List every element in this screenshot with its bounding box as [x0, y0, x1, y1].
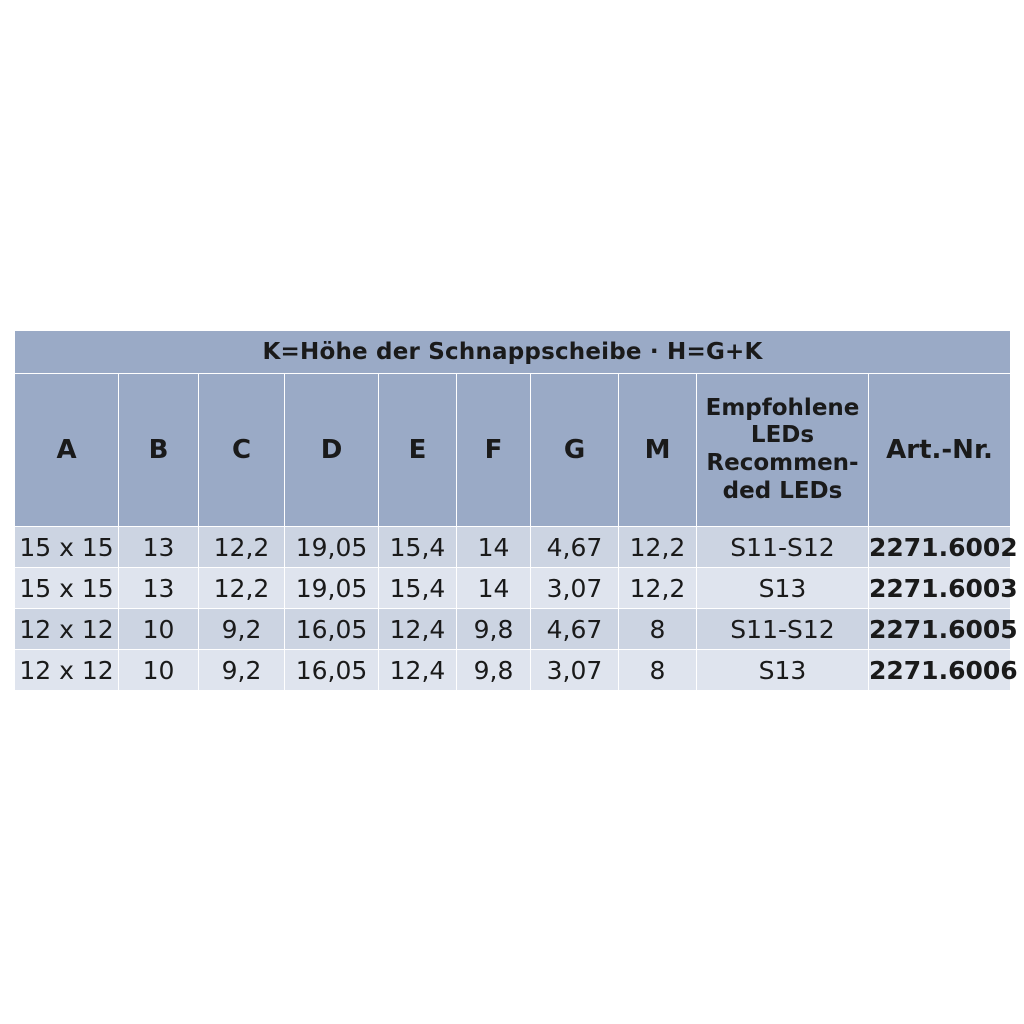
cell-a: 12 x 12 — [15, 650, 119, 691]
cell-m: 12,2 — [619, 568, 697, 609]
column-header-e: E — [379, 374, 457, 527]
table-title: K=Höhe der Schnappscheibe · H=G+K — [15, 331, 1011, 374]
cell-a: 12 x 12 — [15, 609, 119, 650]
cell-d: 16,05 — [285, 609, 379, 650]
table-row — [15, 609, 1011, 650]
cell-c: 9,2 — [199, 650, 285, 691]
cell-f: 14 — [457, 568, 531, 609]
cell-g: 3,07 — [531, 568, 619, 609]
cell-m: 8 — [619, 650, 697, 691]
cell-leds: S13 — [697, 568, 869, 609]
table-header-row — [15, 374, 1011, 527]
table-title-row — [15, 331, 1011, 374]
table-body — [15, 527, 1018, 691]
cell-d: 16,05 — [285, 650, 379, 691]
cell-g: 4,67 — [531, 527, 619, 568]
column-header-d: D — [285, 374, 379, 527]
cell-c: 12,2 — [199, 568, 285, 609]
cell-leds: S11-S12 — [697, 527, 869, 568]
cell-d: 19,05 — [285, 527, 379, 568]
cell-f: 9,8 — [457, 609, 531, 650]
cell-e: 15,4 — [379, 527, 457, 568]
cell-g: 3,07 — [531, 650, 619, 691]
column-header-leds-line4: ded LEDs — [722, 477, 843, 504]
table-row — [15, 650, 1011, 691]
cell-a: 15 x 15 — [15, 568, 119, 609]
cell-b: 13 — [119, 568, 199, 609]
cell-a: 15 x 15 — [15, 527, 119, 568]
column-header-art-nr: Art.-Nr. — [869, 374, 1011, 527]
table-row — [15, 568, 1011, 609]
column-header-leds-line3: Recommen- — [706, 450, 859, 476]
cell-m: 12,2 — [619, 527, 697, 568]
cell-d: 19,05 — [285, 568, 379, 609]
cell-art-nr: 2271.6005 — [869, 609, 1011, 650]
cell-f: 9,8 — [457, 650, 531, 691]
cell-art-nr: 2271.6002 — [869, 527, 1011, 568]
column-header-recommended-leds — [697, 374, 869, 527]
cell-b: 10 — [119, 650, 199, 691]
cell-b: 13 — [119, 527, 199, 568]
column-header-a: A — [15, 374, 119, 527]
column-header-m: M — [619, 374, 697, 527]
spec-table-container — [14, 330, 1018, 691]
cell-m: 8 — [619, 609, 697, 650]
spec-table — [14, 330, 1018, 691]
cell-e: 12,4 — [379, 650, 457, 691]
column-header-f: F — [457, 374, 531, 527]
table-row — [15, 527, 1011, 568]
cell-f: 14 — [457, 527, 531, 568]
column-header-leds-line1: Empfohlene — [705, 394, 860, 421]
column-header-g: G — [531, 374, 619, 527]
cell-e: 15,4 — [379, 568, 457, 609]
cell-leds: S13 — [697, 650, 869, 691]
cell-c: 12,2 — [199, 527, 285, 568]
cell-c: 9,2 — [199, 609, 285, 650]
cell-leds: S11-S12 — [697, 609, 869, 650]
column-header-c: C — [199, 374, 285, 527]
cell-b: 10 — [119, 609, 199, 650]
column-header-b: B — [119, 374, 199, 527]
cell-art-nr: 2271.6003 — [869, 568, 1011, 609]
cell-g: 4,67 — [531, 609, 619, 650]
cell-e: 12,4 — [379, 609, 457, 650]
cell-art-nr: 2271.6006 — [869, 650, 1011, 691]
column-header-leds-line2: LEDs — [750, 422, 815, 449]
